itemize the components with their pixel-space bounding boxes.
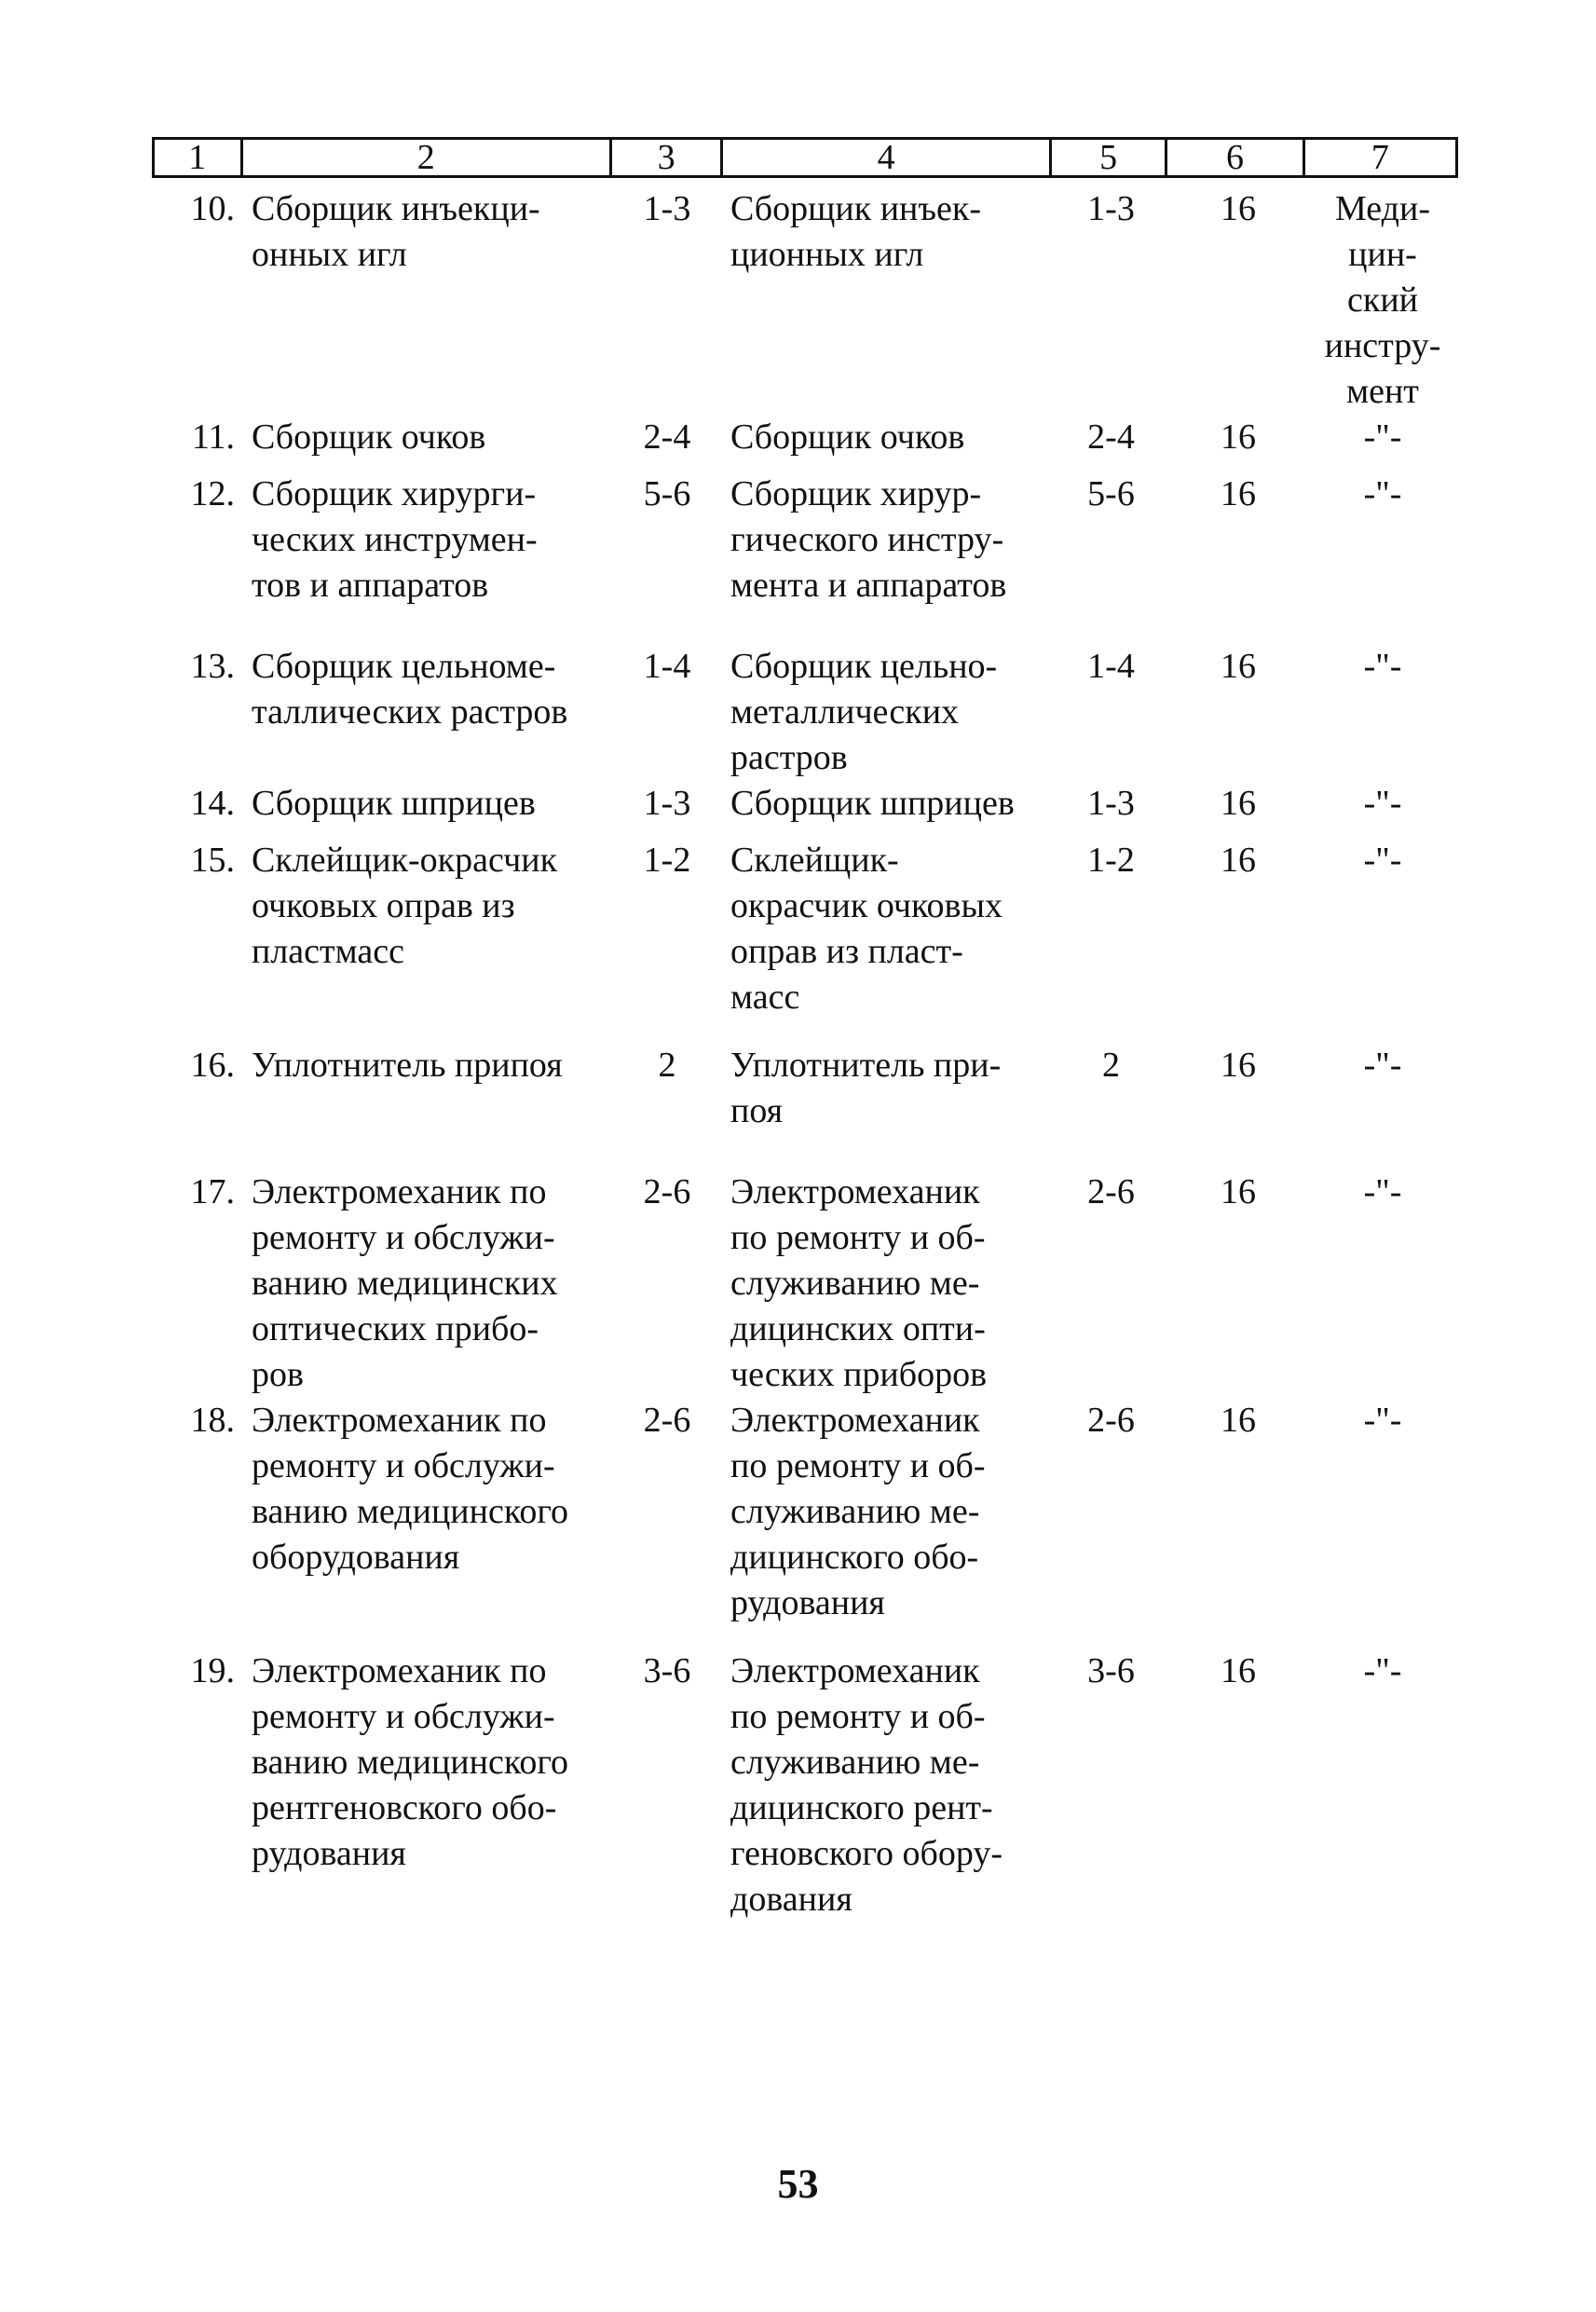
profession-name-new: [723, 472, 1053, 609]
table-row: [152, 781, 1458, 827]
profession-name-new-line: Электромеханик: [730, 1401, 980, 1440]
grade-range-old: 3-6: [643, 1651, 691, 1690]
profession-name-new: [723, 186, 1053, 415]
profession-name-old-line: тов и аппаратов: [252, 566, 489, 605]
row-number: 16.: [190, 1046, 235, 1085]
header-col-1: 1: [155, 140, 243, 175]
profession-name-new-line: Сборщик очков: [730, 417, 965, 457]
profession-name-old-line: рентгеновского обо-: [252, 1788, 557, 1827]
profession-name-old-line: пластмасс: [252, 932, 405, 971]
etks-section: 16: [1221, 1651, 1256, 1690]
industry-name-line: -"-: [1363, 1172, 1402, 1211]
grade-range-new: 1-3: [1087, 189, 1135, 228]
profession-name-new-line: растров: [730, 738, 848, 777]
grade-range-new: 1-4: [1087, 647, 1135, 686]
row-number: 11.: [191, 417, 235, 457]
industry-name: [1307, 1170, 1458, 1398]
profession-name-old-line: ров: [252, 1355, 304, 1394]
table-row: [152, 186, 1458, 415]
etks-section: 16: [1221, 647, 1256, 686]
profession-name-old-line: таллических растров: [252, 692, 568, 732]
grade-range-new: 2-4: [1087, 417, 1135, 457]
etks-section: 16: [1221, 784, 1256, 823]
profession-name-old-line: Сборщик шприцев: [252, 784, 536, 823]
grade-range-old: 1-3: [643, 784, 691, 823]
industry-name: [1307, 415, 1458, 460]
profession-name-old-line: онных игл: [252, 235, 407, 274]
profession-name-new-line: масс: [730, 978, 800, 1017]
profession-name-new-line: мента и аппаратов: [730, 566, 1007, 605]
industry-name-line: Меди-: [1335, 189, 1430, 228]
table-row: [152, 1648, 1458, 1922]
industry-name: [1307, 1398, 1458, 1626]
profession-name-new-line: Сборщик хирур-: [730, 474, 982, 513]
profession-name-new-line: Сборщик цельно-: [730, 647, 998, 686]
industry-name: [1307, 1648, 1458, 1922]
profession-name-old-line: Сборщик инъекци-: [252, 189, 540, 228]
grade-range-old: 2-4: [643, 417, 691, 457]
profession-name-new-line: Склейщик-: [730, 841, 899, 880]
etks-section: 16: [1221, 1046, 1256, 1085]
industry-name-line: мент: [1346, 372, 1419, 411]
header-col-4: 4: [723, 140, 1051, 175]
profession-name-old: [240, 838, 611, 1020]
header-col-5: 5: [1052, 140, 1167, 175]
profession-name-new: [723, 838, 1053, 1020]
profession-name-new: [723, 415, 1053, 460]
profession-name-old-line: Сборщик хирурги-: [252, 474, 537, 513]
row-number: 13.: [190, 647, 235, 686]
profession-name-old-line: Электромеханик по: [252, 1651, 547, 1690]
industry-name-line: -"-: [1363, 841, 1402, 880]
profession-name-new-line: дицинского рент-: [730, 1788, 993, 1827]
profession-name-old-line: ремонту и обслужи-: [252, 1697, 555, 1736]
row-number: 19.: [190, 1651, 235, 1690]
etks-section: 16: [1221, 841, 1256, 880]
industry-name: [1307, 838, 1458, 1020]
profession-name-new-line: рудования: [730, 1583, 885, 1622]
profession-name-old: [240, 186, 611, 415]
industry-name-line: -"-: [1363, 647, 1402, 686]
profession-name-old-line: Сборщик очков: [252, 417, 486, 457]
grade-range-new: 2-6: [1087, 1401, 1135, 1440]
profession-name-new-line: по ремонту и об-: [730, 1697, 986, 1736]
header-col-6: 6: [1167, 140, 1304, 175]
industry-name-line: цин-: [1348, 235, 1417, 274]
table-row: [152, 472, 1458, 609]
profession-name-new-line: по ремонту и об-: [730, 1446, 986, 1485]
profession-name-new-line: дицинского обо-: [730, 1538, 979, 1577]
industry-name: [1307, 781, 1458, 827]
profession-name-old-line: ремонту и обслужи-: [252, 1218, 555, 1257]
profession-name-old-line: оптических прибо-: [252, 1309, 539, 1348]
grade-range-old: 1-2: [643, 841, 691, 880]
grade-range-new: 3-6: [1087, 1651, 1135, 1690]
profession-name-old: [240, 1648, 611, 1922]
profession-name-new-line: оправ из пласт-: [730, 932, 963, 971]
industry-name-line: инстру-: [1324, 326, 1441, 365]
profession-name-new-line: Электромеханик: [730, 1172, 980, 1211]
profession-name-old-line: ванию медицинских: [252, 1264, 558, 1303]
profession-name-new-line: дования: [730, 1880, 853, 1919]
header-col-3: 3: [612, 140, 724, 175]
grade-range-new: 2-6: [1087, 1172, 1135, 1211]
etks-section: 16: [1221, 417, 1256, 457]
profession-name-new-line: дицинских опти-: [730, 1309, 986, 1348]
profession-name-new-line: служиванию ме-: [730, 1492, 980, 1531]
industry-name-line: -"-: [1363, 1651, 1402, 1690]
header-col-2: 2: [243, 140, 612, 175]
table-row: [152, 1398, 1458, 1626]
profession-name-new-line: Уплотнитель при-: [730, 1046, 1002, 1085]
industry-name: [1307, 186, 1458, 415]
profession-name-old-line: Электромеханик по: [252, 1401, 547, 1440]
profession-name-old-line: ческих инструмен-: [252, 520, 538, 559]
profession-name-old-line: Уплотнитель припоя: [252, 1046, 563, 1085]
industry-name-line: -"-: [1363, 1046, 1402, 1085]
profession-name-new-line: металлических: [730, 692, 960, 732]
profession-name-new-line: служиванию ме-: [730, 1743, 980, 1782]
profession-name-old-line: Сборщик цельноме-: [252, 647, 556, 686]
profession-name-new-line: ческих приборов: [730, 1355, 988, 1394]
profession-name-old-line: оборудования: [252, 1538, 460, 1577]
grade-range-new: 5-6: [1087, 474, 1135, 513]
industry-name: [1307, 644, 1458, 781]
row-number: 15.: [190, 841, 235, 880]
grade-range-old: 5-6: [643, 474, 691, 513]
row-number: 12.: [190, 474, 235, 513]
row-number: 18.: [190, 1401, 235, 1440]
profession-name-old: [240, 781, 611, 827]
profession-name-new-line: Сборщик шприцев: [730, 784, 1015, 823]
profession-name-old-line: рудования: [252, 1834, 406, 1873]
table-header: [152, 137, 1458, 178]
row-number: 10.: [190, 189, 235, 228]
row-number: 17.: [190, 1172, 235, 1211]
table-row: [152, 1043, 1458, 1134]
table-row: [152, 838, 1458, 1020]
profession-name-new: [723, 1398, 1053, 1626]
industry-name: [1307, 1043, 1458, 1134]
profession-name-new: [723, 1043, 1053, 1134]
profession-name-new-line: геновского обору-: [730, 1834, 1003, 1873]
profession-name-new-line: поя: [730, 1091, 784, 1130]
etks-section: 16: [1221, 1172, 1256, 1211]
grade-range-old: 1-3: [643, 189, 691, 228]
grade-range-old: 1-4: [643, 647, 691, 686]
table-row: [152, 644, 1458, 781]
profession-name-old: [240, 1170, 611, 1398]
profession-name-new: [723, 1648, 1053, 1922]
profession-name-new-line: окрасчик очковых: [730, 886, 1003, 925]
profession-name-new-line: Сборщик инъек-: [730, 189, 982, 228]
industry-name-line: -"-: [1363, 474, 1402, 513]
grade-range-new: 2: [1102, 1046, 1120, 1085]
table-body: [152, 186, 1458, 1922]
grade-range-old: 2-6: [643, 1172, 691, 1211]
industry-name: [1307, 472, 1458, 609]
grade-range-new: 1-2: [1087, 841, 1135, 880]
grade-range-old: 2: [658, 1046, 676, 1085]
industry-name-line: -"-: [1363, 1401, 1402, 1440]
profession-name-old-line: Электромеханик по: [252, 1172, 547, 1211]
profession-name-old: [240, 644, 611, 781]
profession-name-new: [723, 644, 1053, 781]
profession-name-old-line: очковых оправ из: [252, 886, 515, 925]
profession-name-new: [723, 1170, 1053, 1398]
table-row: [152, 415, 1458, 460]
industry-name-line: ский: [1347, 280, 1418, 320]
table-row: [152, 1170, 1458, 1398]
profession-name-old: [240, 415, 611, 460]
profession-name-new-line: ционных игл: [730, 235, 924, 274]
profession-name-old-line: ремонту и обслужи-: [252, 1446, 555, 1485]
profession-name-old-line: ванию медицинского: [252, 1743, 568, 1782]
grade-range-new: 1-3: [1087, 784, 1135, 823]
grade-range-old: 2-6: [643, 1401, 691, 1440]
row-number: 14.: [190, 784, 235, 823]
profession-name-new-line: Электромеханик: [730, 1651, 980, 1690]
industry-name-line: -"-: [1363, 417, 1402, 457]
profession-name-old-line: ванию медицинского: [252, 1492, 568, 1531]
profession-name-old: [240, 1398, 611, 1626]
etks-section: 16: [1221, 189, 1256, 228]
industry-name-line: -"-: [1363, 784, 1402, 823]
profession-name-old: [240, 472, 611, 609]
etks-section: 16: [1221, 474, 1256, 513]
profession-name-new-line: служиванию ме-: [730, 1264, 980, 1303]
profession-name-old: [240, 1043, 611, 1134]
header-col-7: 7: [1371, 138, 1389, 177]
profession-name-new-line: по ремонту и об-: [730, 1218, 986, 1257]
profession-name-old-line: Склейщик-окрасчик: [252, 841, 558, 880]
etks-section: 16: [1221, 1401, 1256, 1440]
profession-name-new: [723, 781, 1053, 827]
page-number: 53: [777, 2161, 819, 2207]
profession-name-new-line: гического инстру-: [730, 520, 1004, 559]
